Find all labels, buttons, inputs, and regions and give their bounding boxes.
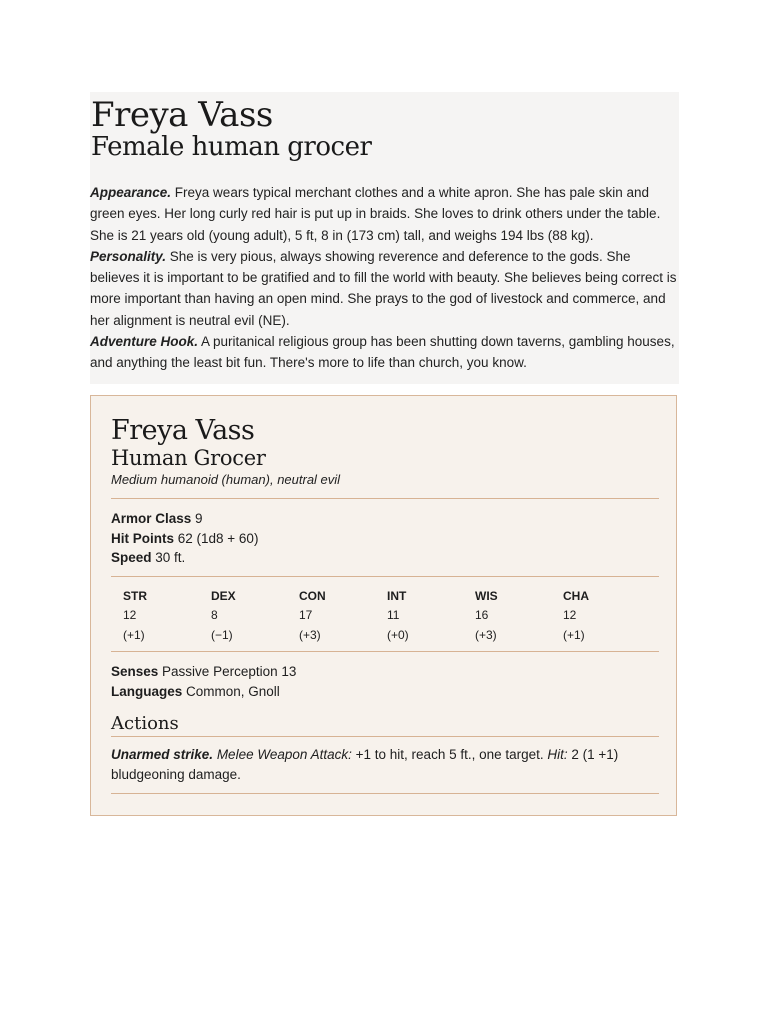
hit-points-line — [111, 529, 659, 549]
divider — [111, 736, 659, 737]
npc-subtitle: Female human grocer — [91, 132, 372, 162]
npc-name: Freya Vass — [91, 95, 273, 135]
ability-modifier: (+3) — [299, 627, 321, 642]
ability-score: 8 — [211, 608, 218, 622]
ability-name: CHA — [563, 588, 589, 603]
ability-name: INT — [387, 588, 407, 603]
ability-score: 17 — [299, 608, 313, 622]
ability-modifier: (+3) — [475, 627, 497, 642]
action-unarmed-strike — [111, 745, 659, 785]
adventure-hook-paragraph — [90, 331, 677, 374]
ability-name: DEX — [211, 588, 236, 603]
personality-paragraph — [90, 246, 677, 331]
speed-line — [111, 548, 659, 568]
action-hit-label: Hit: — [547, 747, 568, 762]
appearance-paragraph — [90, 182, 677, 246]
adventure-hook-text: A puritanical religious group has been shutting down taverns, gambling houses, and anything the least bit fun. There's more to life than church, you know. — [90, 334, 675, 371]
ability-modifier: (+0) — [387, 627, 409, 642]
npc-description — [90, 182, 679, 374]
appearance-text: Freya wears typical merchant clothes and a white apron. She has pale skin and green eyes. Her long curly red hair is put up in braids. She loves to drink others under the table. She is 21 years old (young adult), 5 ft, 8 in (173 cm) tall, and weighs 194 lbs (88 kg). — [90, 185, 661, 243]
ability-score: 12 — [563, 608, 577, 622]
ability-str — [123, 587, 211, 646]
actions-heading: Actions — [111, 713, 179, 734]
appearance-label: Appearance. — [90, 185, 172, 200]
ability-score: 11 — [387, 608, 400, 622]
divider — [111, 498, 659, 499]
ability-cha — [563, 587, 651, 646]
ability-modifier: (−1) — [211, 627, 233, 642]
divider — [111, 651, 659, 652]
ability-wis — [475, 587, 563, 646]
ability-con — [299, 587, 387, 646]
stat-block-type: Human Grocer — [111, 446, 266, 470]
ability-name: WIS — [475, 588, 498, 603]
stat-block-meta: Medium humanoid (human), neutral evil — [111, 472, 341, 487]
languages-line — [111, 682, 659, 702]
hit-points-label: Hit Points — [111, 530, 174, 546]
ability-modifier: (+1) — [563, 627, 585, 642]
adventure-hook-label: Adventure Hook. — [90, 334, 199, 350]
action-type: Melee Weapon Attack: — [216, 747, 352, 762]
npc-description-panel — [90, 92, 679, 384]
ability-dex — [211, 587, 299, 646]
stat-block — [90, 395, 677, 816]
senses-label: Senses — [111, 664, 159, 679]
ability-name: STR — [123, 588, 147, 603]
personality-text: She is very pious, always showing reverence and deference to the gods. She believes it is important to be gratified and to fill the world with beauty. She believes being correct is more important than having an open mind. She prays to the god of livestock and commerce, and her alignment is neutral evil (NE). — [90, 248, 677, 328]
senses-value: Passive Perception 13 — [158, 664, 297, 679]
languages-value: Common, Gnoll — [182, 683, 280, 699]
hit-points-value: 62 (1d8 + 60) — [174, 530, 259, 546]
divider — [111, 793, 659, 794]
ability-int — [387, 587, 475, 646]
ability-scores — [111, 587, 659, 646]
senses-line — [111, 662, 659, 682]
armor-class-label: Armor Class — [111, 511, 192, 526]
speed-label: Speed — [111, 550, 152, 565]
ability-score: 12 — [123, 608, 137, 622]
divider — [111, 576, 659, 577]
speed-value: 30 ft. — [151, 550, 186, 565]
personality-label: Personality. — [90, 248, 167, 264]
ability-modifier: (+1) — [123, 627, 145, 642]
ability-name: CON — [299, 588, 326, 603]
action-text: +1 to hit, reach 5 ft., one target. — [351, 747, 548, 762]
action-name: Unarmed strike. — [111, 747, 214, 762]
armor-class-value: 9 — [191, 511, 203, 526]
armor-class-line — [111, 509, 659, 529]
languages-label: Languages — [111, 683, 183, 699]
action-damage-text: 2 (1 +1) bludgeoning damage. — [111, 747, 619, 782]
stat-block-name: Freya Vass — [111, 415, 255, 446]
ability-score: 16 — [475, 608, 489, 622]
